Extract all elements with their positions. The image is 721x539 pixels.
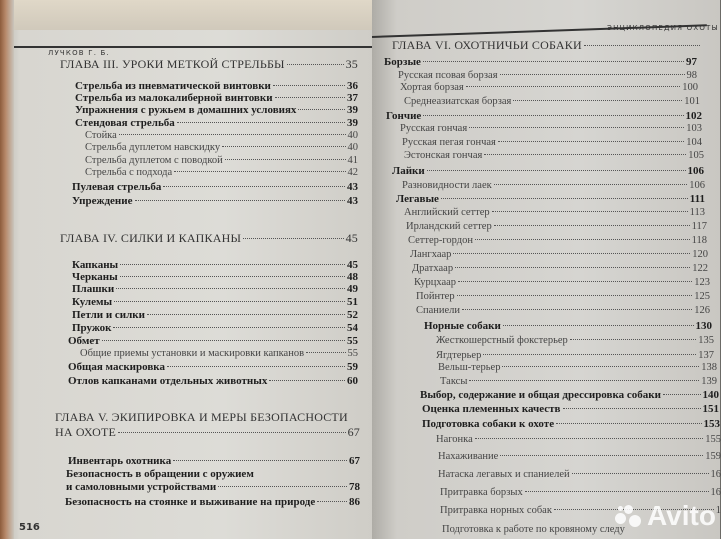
toc-entry-title: Норные собаки [424,320,501,332]
toc-entry-title: Сеттер-гордон [408,235,473,246]
toc-entry-page-number: 59 [347,361,358,373]
toc-entry-title: Безопасность на стоянке и выживание на природе [65,496,316,508]
toc-entry-title: Стойка [85,130,117,141]
toc-entry-sub [80,348,358,359]
toc-entry-title: Лайки [392,165,425,177]
toc-entry-sub [400,123,702,134]
toc-entry-title: ГЛАВА IV. СИЛКИ И КАПКАНЫ [60,231,242,245]
toc-entry-page-number: 102 [685,110,702,122]
toc-entry-page-number: 67 [347,425,360,439]
toc-entry-sub [85,167,358,178]
dot-leader [222,146,345,147]
toc-entry-page-number: 60 [347,375,358,387]
toc-entry-page-number: 16 [710,469,721,480]
toc-entry-title: Ягдтерьер [436,350,482,361]
toc-entry-page-number: 139 [701,376,717,387]
dot-leader [441,198,688,199]
toc-entry-title: Лангхаар [410,249,452,260]
dot-leader [584,45,700,46]
toc-entry-page-number: 43 [347,195,358,207]
toc-entry-page-number: 125 [694,291,710,302]
dot-leader [113,327,345,328]
toc-entry-title: ГЛАВА III. УРОКИ МЕТКОЙ СТРЕЛЬБЫ [60,57,285,71]
toc-entry-page-number: 98 [686,70,697,81]
dot-leader [275,97,345,98]
toc-entry-section [72,296,358,308]
toc-entry-sub [416,305,710,316]
dot-leader [458,281,692,282]
toc-entry-page-number: 123 [694,277,710,288]
toc-entry-sub [402,180,705,191]
dot-leader [525,491,709,492]
avito-watermark [615,500,716,532]
toc-entry-section [72,181,358,193]
dot-leader [492,211,688,212]
dot-leader [317,501,347,502]
toc-entry-page-number: 126 [694,305,710,316]
toc-entry-title: и самоловными устройствами [66,481,217,493]
toc-entry-title: Спаниели [416,305,461,316]
running-header-author: ЛУЧКОВ Г. Б. [48,49,110,57]
toc-entry-page-number: 159 [705,451,721,462]
toc-entry-page-number: 138 [701,362,717,373]
toc-entry-sub [404,207,705,218]
toc-entry-title: Английский сеттер [404,207,490,218]
toc-entry-title: Жесткошерстный фокстерьер [436,335,568,346]
toc-entry-sub [436,335,714,346]
toc-entry-title: Курцхаар [414,277,457,288]
dot-leader [427,170,686,171]
toc-entry-title: Притравка борзых [440,487,523,498]
toc-entry-title: Инвентарь охотника [68,455,172,467]
toc-entry-section [68,375,358,387]
dot-leader [475,239,690,240]
toc-entry-title: Среднеазиатская борзая [404,96,512,107]
toc-entry-title: Плашки [72,283,115,295]
toc-entry-page-number: 55 [347,348,358,359]
toc-entry-page-number: 40 [347,130,358,141]
toc-entry-title: Капканы [72,259,119,271]
running-header-title: ЭНЦИКЛОПЕДИЯ ОХОТЫ [607,24,719,32]
toc-entry-section [396,193,705,205]
dot-leader [500,74,685,75]
dot-leader [177,122,345,123]
toc-entry-sub [412,263,708,274]
toc-entry-title: Гончие [386,110,422,122]
dot-leader [570,339,696,340]
toc-entry-page-number: 37 [347,92,358,104]
avito-logo-text: Avito [647,500,716,531]
dot-leader [118,432,346,433]
dot-leader [663,394,701,395]
toc-entry-sub [416,291,710,302]
toc-entry-sub [404,150,704,161]
dot-leader [167,366,345,367]
toc-entry-title: Натаска легавых и спаниелей [438,469,570,480]
toc-entry-section [72,309,358,321]
toc-entry-title: Подготовка собаки к охоте [422,418,555,430]
toc-entry-page-number: 151 [702,403,719,415]
toc-entry-title: Притравка норных собак [440,505,552,516]
dot-leader [494,184,688,185]
dot-leader [120,264,345,265]
dot-leader [503,325,694,326]
toc-entry-sub [400,82,698,93]
toc-entry-sub [402,137,702,148]
header-rule [0,46,372,48]
dot-leader [173,460,347,461]
toc-entry-title: Таксы [440,376,468,387]
toc-entry-chapter [392,38,702,53]
dot-leader [572,473,709,474]
toc-entry-title: Русская псовая борзая [398,70,498,81]
dot-leader [423,61,684,62]
toc-entry-title: НА ОХОТЕ [55,425,117,439]
toc-entry-page-number: 153 [703,418,720,430]
toc-entry-page-number: 55 [347,335,358,347]
toc-entry-title: Черканы [72,271,118,283]
toc-entry-page-number: 45 [347,259,358,271]
toc-entry-page-number: 67 [349,455,360,467]
toc-entry-page-number: 40 [347,142,358,153]
toc-entry-sub [438,451,721,462]
toc-entry-title: Стрельба дуплетом навскидку [85,142,221,153]
toc-entry-chapter [55,425,360,440]
toc-entry-page-number: 113 [689,207,705,218]
toc-entry-title: Стрельба из малокалиберной винтовки [75,92,273,104]
dot-leader [287,64,344,65]
dot-leader [494,225,690,226]
toc-entry-page-number: 105 [688,150,704,161]
toc-entry-section [422,403,719,415]
toc-entry-page-number: 103 [686,123,702,134]
dot-leader [469,380,699,381]
toc-entry-title: Нагонка [436,434,473,445]
toc-entry-chapter [60,57,358,72]
dot-leader [102,340,345,341]
toc-entry-title: Русская гончая [400,123,468,134]
dot-leader [484,154,686,155]
toc-entry-section [422,418,720,430]
toc-entry-section [68,335,358,347]
toc-entry-title: Петли и силки [72,309,145,321]
toc-entry-title: Стрельба дуплетом с поводкой [85,155,223,166]
toc-entry-title: Упражнения с ружьем в домашних условиях [75,104,297,116]
dot-leader [147,314,345,315]
toc-entry-page-number: 130 [695,320,712,332]
toc-entry-section [420,389,719,401]
left-page [0,30,372,539]
toc-entry-section [68,455,360,467]
toc-entry-sub [85,130,358,141]
toc-entry-section [424,320,712,332]
dot-leader [306,352,345,353]
toc-entry-page-number: 54 [347,322,358,334]
dot-leader [135,200,346,201]
toc-entry-title: Ирландский сеттер [406,221,492,232]
dot-leader [466,86,681,87]
toc-entry-page-number: 41 [347,155,358,166]
toc-entry-section [75,80,358,92]
toc-entry-title: Упреждение [72,195,133,207]
toc-entry-page-number: 120 [692,249,708,260]
toc-entry-page-number: 45 [345,231,358,245]
toc-entry-section [384,56,697,68]
toc-entry-page-number: 117 [691,221,707,232]
toc-entry-section [386,110,702,122]
toc-entry-title: Пойнтер [416,291,455,302]
dot-leader [563,408,701,409]
toc-entry-page-number: 140 [702,389,719,401]
toc-entry-title: Выбор, содержание и общая дрессировка собаки [420,389,661,401]
toc-entry-section [72,283,358,295]
dot-leader [462,309,692,310]
toc-entry-page-number: 35 [345,57,358,71]
toc-entry-page-number: 52 [347,309,358,321]
toc-entry-page-number: 135 [698,335,714,346]
toc-entry-sub [85,142,358,153]
toc-entry-section [72,259,358,271]
toc-entry-section [66,481,360,493]
dot-leader [243,238,343,239]
toc-entry-title: Дратхаар [412,263,454,274]
dot-leader [120,276,345,277]
toc-entry-title: Легавые [396,193,439,205]
toc-entry-page-number: 43 [347,181,358,193]
toc-entry-title: Пружок [72,322,112,334]
toc-entry-section [72,271,358,283]
toc-entry-title: Разновидности лаек [402,180,492,191]
toc-entry-page-number: 100 [682,82,698,93]
toc-entry-section [72,195,358,207]
toc-entry-title: Вельш-терьер [438,362,501,373]
avito-logo-icon [615,505,643,527]
toc-entry-title: Кулемы [72,296,113,308]
toc-entry-title: Общие приемы установки и маскировки капканов [80,348,305,359]
dot-leader [114,301,345,302]
toc-entry-title: Русская пегая гончая [402,137,496,148]
toc-entry-title: Оценка племенных качеств [422,403,561,415]
dot-leader [116,288,345,289]
toc-entry-page-number: 118 [691,235,707,246]
toc-entry-sub [398,70,697,81]
toc-entry-page-number: 36 [347,80,358,92]
toc-entry-sub [408,235,707,246]
book-cover-edge [0,0,14,539]
toc-entry-page-number: 106 [689,180,705,191]
toc-entry-title: Стрельба с подхода [85,167,173,178]
toc-entry-title: ГЛАВА VI. ОХОТНИЧЬИ СОБАКИ [392,38,582,52]
dot-leader [502,366,699,367]
toc-entry-page-number: 48 [347,271,358,283]
dot-leader [483,354,696,355]
toc-entry-page-number: 155 [705,434,721,445]
toc-entry-page-number: 97 [686,56,697,68]
toc-entry-sub [414,277,710,288]
toc-entry-section [72,322,358,334]
toc-entry-page-number: 137 [698,350,714,361]
dot-leader [273,85,345,86]
dot-leader [269,380,345,381]
toc-entry-sub [436,350,714,361]
page-number: 516 [19,522,40,533]
toc-entry-page-number: 122 [692,263,708,274]
right-page [372,0,720,539]
toc-entry-sub [410,249,708,260]
toc-entry-page-number: 111 [689,193,705,205]
dot-leader [119,134,346,135]
dot-leader [500,455,703,456]
toc-entry-section [68,361,358,373]
toc-entry-section [75,104,358,116]
toc-entry-title: Общая маскировка [68,361,165,373]
toc-entry-page-number: 78 [349,481,360,493]
dot-leader [556,423,701,424]
toc-entry-title: Стендовая стрельба [75,117,175,129]
toc-entry-page-number: 49 [347,283,358,295]
toc-entry-title: Хортая борзая [400,82,464,93]
dot-leader [174,171,345,172]
toc-entry-page-number: 39 [347,104,358,116]
dot-leader [475,438,703,439]
dot-leader [163,186,345,187]
toc-entry-sub [438,469,721,480]
toc-entry-sub [440,487,721,498]
toc-entry-title: Стрельба из пневматической винтовки [75,80,271,92]
toc-entry-sub [85,155,358,166]
dot-leader [469,127,684,128]
dot-leader [498,141,684,142]
toc-entry-title: Отлов капканами отдельных животных [68,375,268,387]
toc-entry-title: Безопасность в обращении с оружием [66,468,254,480]
toc-entry-page-number: 101 [684,96,700,107]
dot-leader [513,100,682,101]
toc-entry-section [66,468,340,480]
toc-entry-page-number: 39 [347,117,358,129]
toc-entry-page-number: 42 [347,167,358,178]
toc-entry-sub [438,362,717,373]
dot-leader [298,109,345,110]
toc-entry-page-number: 106 [687,165,704,177]
toc-entry-title: Эстонская гончая [404,150,483,161]
toc-entry-page-number: 86 [349,496,360,508]
toc-entry-page-number: 16 [710,487,721,498]
dot-leader [453,253,690,254]
toc-entry-section [65,496,360,508]
toc-entry-section [75,117,358,129]
dot-leader [423,115,683,116]
toc-entry-chapter [60,231,358,246]
toc-entry-chapter [55,410,348,425]
dot-leader [218,486,347,487]
toc-entry-page-number: 104 [686,137,702,148]
toc-entry-sub [404,96,700,107]
toc-entry-title: Борзые [384,56,421,68]
toc-entry-section [392,165,704,177]
toc-entry-title: Пулевая стрельба [72,181,162,193]
toc-entry-section [75,92,358,104]
toc-entry-title: Обмет [68,335,100,347]
toc-entry-title: ГЛАВА V. ЭКИПИРОВКА И МЕРЫ БЕЗОПАСНОСТИ [55,410,348,424]
toc-entry-sub [436,434,721,445]
toc-entry-title: Нахаживание [438,451,499,462]
toc-entry-title: Подготовка к работе по кровяному следу [442,524,625,535]
toc-entry-page-number: 1 [715,505,721,516]
toc-entry-page-number: 51 [347,296,358,308]
dot-leader [225,159,346,160]
dot-leader [457,295,693,296]
toc-entry-sub [440,376,717,387]
dot-leader [455,267,690,268]
toc-entry-sub [406,221,707,232]
